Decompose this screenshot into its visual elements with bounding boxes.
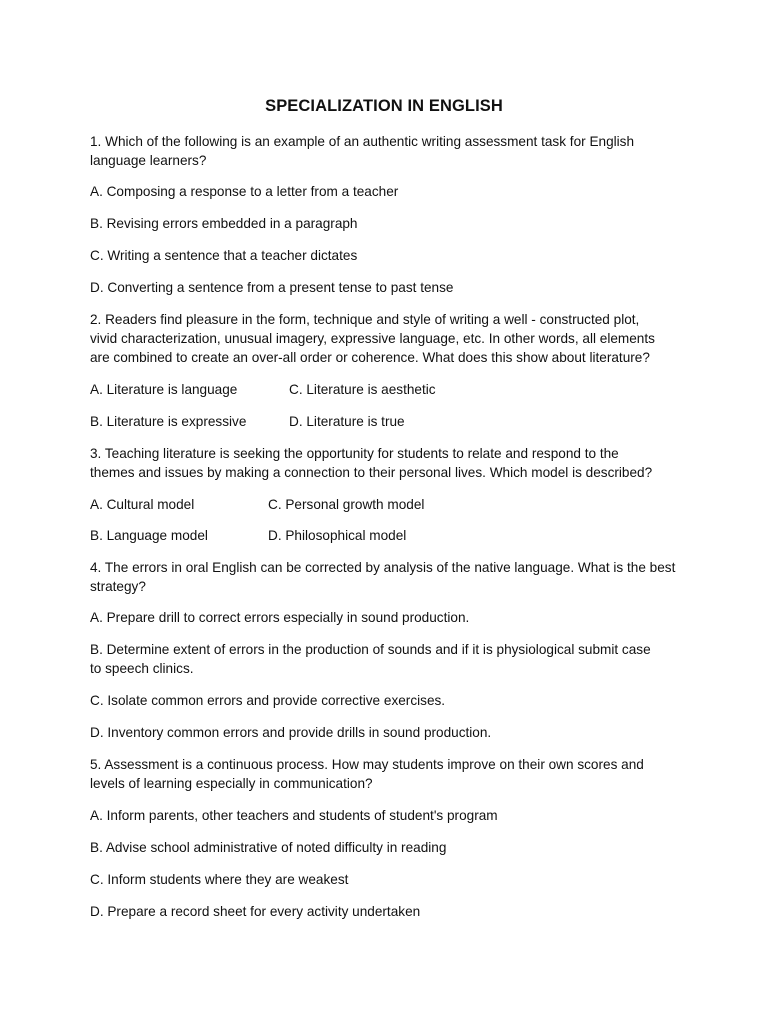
question-4-option-d: D. Inventory common errors and provide drills in sound production. <box>90 725 492 740</box>
question-1-option-a: A. Composing a response to a letter from a teacher <box>90 184 399 199</box>
question-1-option-d: D. Converting a sentence from a present tense to past tense <box>90 280 454 295</box>
question-3-text-line-1: 3. Teaching literature is seeking the opportunity for students to relate and respond to the <box>90 446 619 461</box>
question-5-text-line-1: 5. Assessment is a continuous process. How may students improve on their own scores and <box>90 757 644 772</box>
question-1-text-line-2: language learners? <box>90 153 207 168</box>
question-3-option-c: C. Personal growth model <box>268 497 425 512</box>
question-2-option-c: C. Literature is aesthetic <box>289 382 436 397</box>
document-title: SPECIALIZATION IN ENGLISH <box>265 97 503 115</box>
question-2-option-d: D. Literature is true <box>289 414 405 429</box>
question-2-text-line-2: vivid characterization, unusual imagery, expressive language, etc. In other words, all elements <box>90 331 655 346</box>
question-4-option-b-line-1: B. Determine extent of errors in the production of sounds and if it is physiological submit case <box>90 642 651 657</box>
question-5-option-b: B. Advise school administrative of noted difficulty in reading <box>90 840 447 855</box>
question-4-option-c: C. Isolate common errors and provide corrective exercises. <box>90 693 446 708</box>
question-1-text-line-1: 1. Which of the following is an example of an authentic writing assessment task for English <box>90 134 635 149</box>
question-1-option-c: C. Writing a sentence that a teacher dictates <box>90 248 358 263</box>
question-5-option-c: C. Inform students where they are weakest <box>90 872 349 887</box>
question-4-text-line-2: strategy? <box>90 579 146 594</box>
question-4-option-b-line-2: to speech clinics. <box>90 661 194 676</box>
question-5-option-a: A. Inform parents, other teachers and students of student's program <box>90 808 498 823</box>
question-3-option-d: D. Philosophical model <box>268 528 407 543</box>
question-5-text-line-2: levels of learning especially in communication? <box>90 776 373 791</box>
question-2-text-line-3: are combined to create an over-all order or coherence. What does this show about literature? <box>90 350 650 365</box>
question-2-option-a: A. Literature is language <box>90 382 238 397</box>
question-3-option-a: A. Cultural model <box>90 497 195 512</box>
question-2-text-line-1: 2. Readers find pleasure in the form, technique and style of writing a well - constructed plot, <box>90 312 640 327</box>
question-1-option-b: B. Revising errors embedded in a paragraph <box>90 216 358 231</box>
question-4-text-line-1: 4. The errors in oral English can be corrected by analysis of the native language. What is the best <box>90 560 676 575</box>
question-5-option-d: D. Prepare a record sheet for every activity undertaken <box>90 904 421 919</box>
question-3-text-line-2: themes and issues by making a connection to their personal lives. Which model is described? <box>90 465 653 480</box>
question-4-option-a: A. Prepare drill to correct errors especially in sound production. <box>90 610 470 625</box>
question-3-option-b: B. Language model <box>90 528 208 543</box>
question-2-option-b: B. Literature is expressive <box>90 414 247 429</box>
